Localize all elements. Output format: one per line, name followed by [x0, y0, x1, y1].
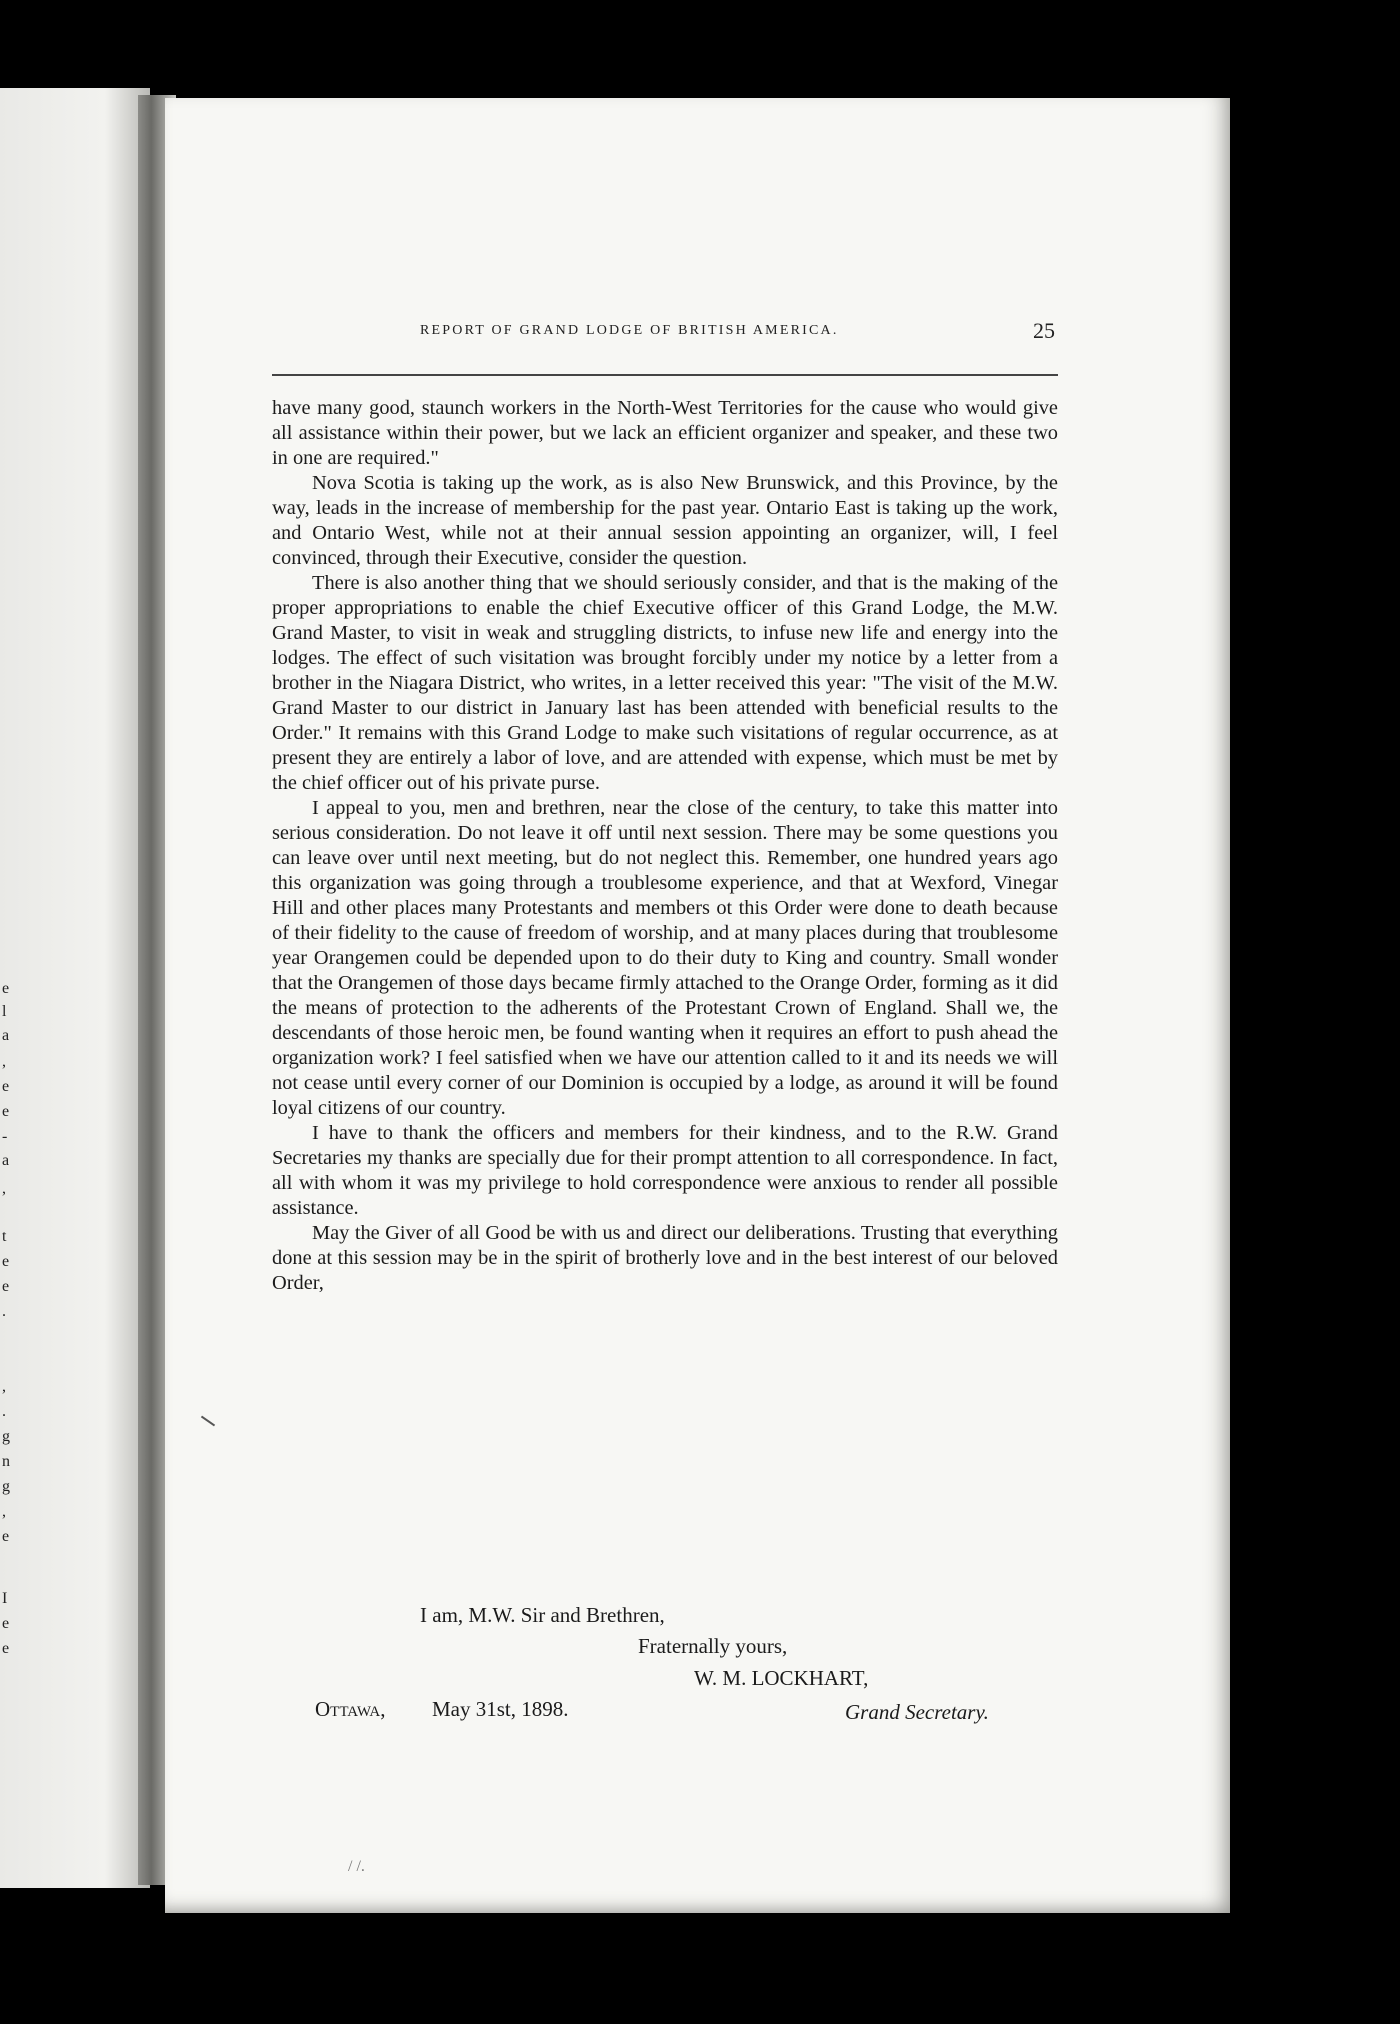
paragraph: have many good, staunch workers in the North-West Territories for the cause who would give all assistance within their power, but we lack an efficient organizer and speaker, and these two in one are required." — [272, 397, 1058, 469]
margin-fragment: g — [2, 1428, 10, 1445]
pencil-mark: / /. — [348, 1858, 365, 1875]
paragraph: Nova Scotia is taking up the work, as is also New Brunswick, and this Province, by the way, leads in the increase of membership for the past year. Ontario East is taking up the work, and Ontario West, while not at their annual session appointing an organizer, will, I feel convinced, through their Executive, consider the question. — [272, 472, 1058, 569]
place: Ottawa, — [315, 1697, 386, 1721]
margin-fragment: e — [2, 1278, 10, 1295]
signature: W. M. LOCKHART, — [694, 1666, 869, 1690]
margin-fragment: n — [2, 1453, 10, 1470]
margin-fragment: , — [2, 1503, 6, 1520]
margin-fragment: e — [2, 1103, 10, 1120]
paragraph: There is also another thing that we should seriously consider, and that is the making of the proper appropriations to enable the chief Executive officer of this Grand Lodge, the M.W. Grand Master, to visit in weak and struggling districts, to infuse new life and energy into the lodges. The effect of such visitation was brought forcibly under my notice by a letter from a brother in the Niagara District, who writes, in a letter received this year: "The visit of the M.W. Grand Master to our district in January last has been attended with beneficial results to the Order." It remains with this Grand Lodge to make such visitations of regular occurrence, as at present they are entirely a labor of love, and are attended with expense, which must be met by the chief officer out of his private purse. — [272, 572, 1058, 794]
margin-fragment: a — [2, 1152, 10, 1169]
margin-fragment: . — [2, 1403, 6, 1420]
salutation: I am, M.W. Sir and Brethren, — [420, 1603, 665, 1627]
paragraph: I have to thank the officers and members for their kindness, and to the R.W. Grand Secretaries my thanks are specially due for their prompt attention to all correspondence. In fact, all with whom it was my privilege to hold correspondence were anxious to render all possible assistance. — [272, 1122, 1058, 1219]
page-number: 25 — [1033, 318, 1055, 343]
margin-fragment: e — [2, 1078, 10, 1095]
margin-fragment: - — [2, 1128, 8, 1145]
margin-fragment: a — [2, 1027, 10, 1044]
running-head: REPORT OF GRAND LODGE OF BRITISH AMERICA. — [420, 323, 839, 338]
body-text — [272, 396, 1058, 1296]
margin-fragment: e — [2, 1615, 10, 1632]
margin-fragment: l — [2, 1003, 7, 1020]
margin-fragment: . — [2, 1303, 6, 1320]
signatory-title: Grand Secretary. — [845, 1700, 989, 1724]
margin-fragment: e — [2, 1528, 10, 1545]
valediction: Fraternally yours, — [638, 1634, 788, 1658]
margin-fragment: I — [2, 1590, 8, 1607]
margin-fragment: , — [2, 1053, 6, 1070]
header-rule — [272, 374, 1058, 376]
paragraph: May the Giver of all Good be with us and direct our deliberations. Trusting that everything done at this session may be in the spirit of brotherly love and in the best interest of our beloved Order, — [272, 1222, 1058, 1294]
paragraph: I appeal to you, men and brethren, near the close of the century, to take this matter into serious consideration. Do not leave it off until next session. There may be some questions you can leave over until next meeting, but do not neglect this. Remember, one hundred years ago this organization was going through a troublesome experience, and that at Wexford, Vinegar Hill and other places many Protestants and members ot this Order were done to death because of their fidelity to the cause of freedom of worship, and at many places during that troublesome year Orangemen could be depended upon to do their duty to King and country. Small wonder that the Orangemen of those days became firmly attached to the Orange Order, forming as it did the means of protection to the adherents of the Protestant Crown of England. Shall we, the descendants of those heroic men, be found wanting when it requires an effort to push ahead the organization work? I feel satisfied when we have our attention called to it and its needs we will not cease until every corner of our Dominion is occupied by a lodge, as around it will be found loyal citizens of our country. — [272, 797, 1058, 1119]
margin-fragment: , — [2, 1378, 6, 1395]
margin-fragment: e — [2, 980, 10, 997]
date: May 31st, 1898. — [432, 1697, 569, 1721]
margin-fragment: t — [2, 1228, 7, 1245]
margin-fragment: e — [2, 1253, 10, 1270]
margin-fragment: e — [2, 1640, 10, 1657]
margin-fragment: g — [2, 1478, 10, 1495]
margin-fragment: , — [2, 1180, 6, 1197]
left-page-edge — [0, 88, 150, 1888]
